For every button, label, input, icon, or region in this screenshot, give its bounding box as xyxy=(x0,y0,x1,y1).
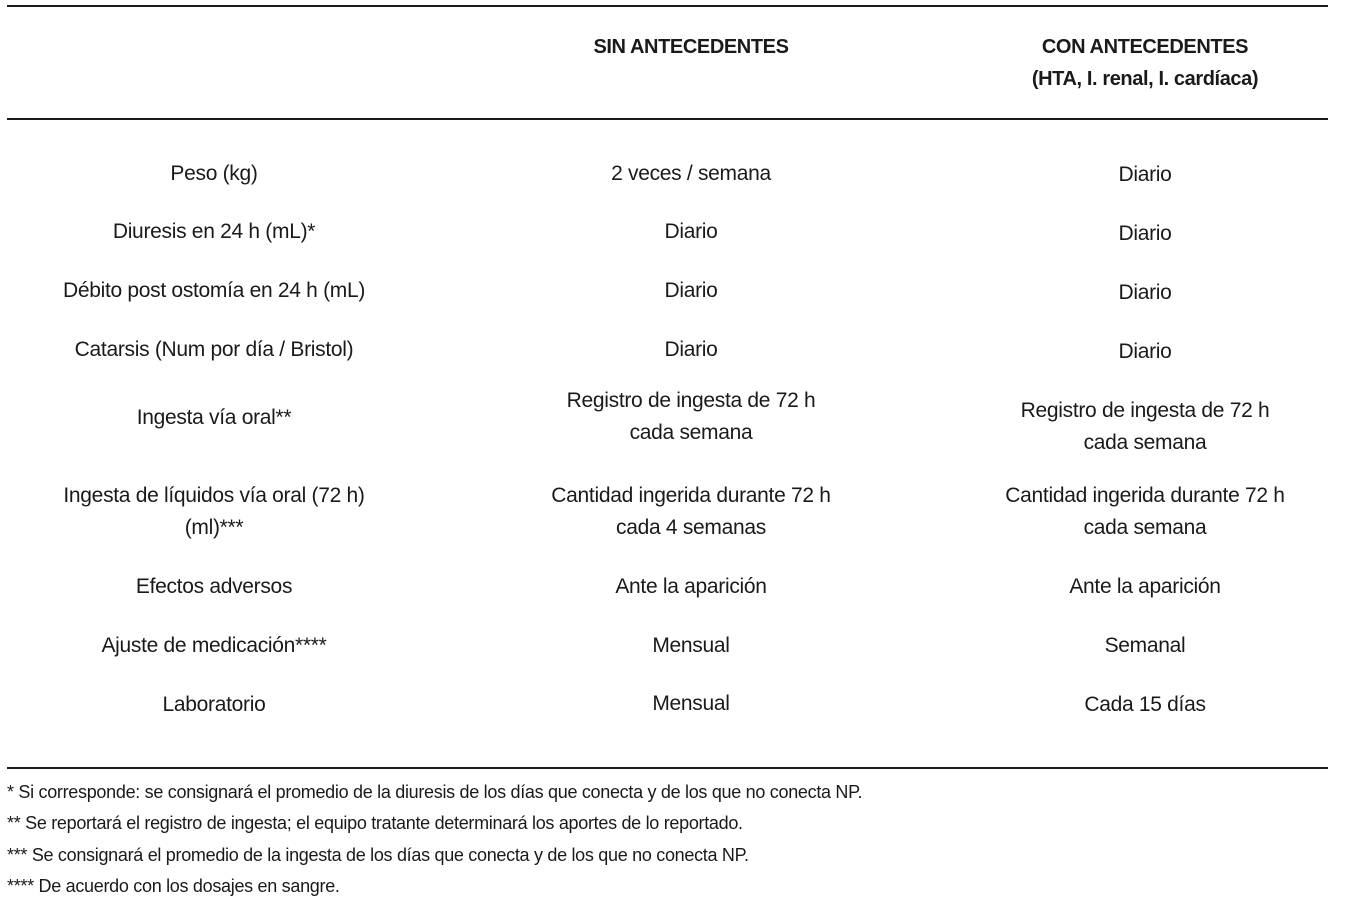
row-sin-value: Registro de ingesta de 72 h cada semana xyxy=(566,389,816,444)
row-con-value: Ante la aparición xyxy=(1069,575,1221,598)
table-top-rule xyxy=(7,5,1328,7)
footnote: **** De acuerdo con los dosajes en sangre. xyxy=(7,876,340,896)
header-con-antecedentes xyxy=(945,31,1345,95)
row-con-value: Diario xyxy=(1118,222,1172,245)
row-sin-value: Diario xyxy=(664,220,718,243)
row-sin-value: Diario xyxy=(664,279,718,302)
header-con-label: CON ANTECEDENTES xyxy=(1041,36,1249,58)
row-sin-value: 2 veces / semana xyxy=(611,162,771,185)
row-label: Laboratorio xyxy=(162,693,266,716)
row-label: Ajuste de medicación**** xyxy=(101,634,327,657)
row-label: Efectos adversos xyxy=(135,575,293,598)
row-sin-value: Cantidad ingerida durante 72 h cada 4 semanas xyxy=(551,484,831,539)
footnote: ** Se reportará el registro de ingesta; el equipo tratante determinará los aportes de lo reportado. xyxy=(7,813,743,833)
row-label: Catarsis (Num por día / Bristol) xyxy=(74,338,354,361)
footnote: * Si corresponde: se consignará el promedio de la diuresis de los días que conecta y de los que no conecta NP. xyxy=(7,782,863,802)
row-con-value: Cantidad ingerida durante 72 h cada semana xyxy=(1005,484,1285,539)
row-label: Débito post ostomía en 24 h (mL) xyxy=(62,279,366,302)
header-con-sublabel: (HTA, I. renal, I. cardíaca) xyxy=(1031,68,1259,90)
row-label: Diuresis en 24 h (mL)* xyxy=(112,220,316,243)
row-label: Peso (kg) xyxy=(170,162,258,185)
row-con-value: Cada 15 días xyxy=(1084,693,1206,716)
header-sin-antecedentes xyxy=(490,31,892,63)
row-sin-value: Mensual xyxy=(652,634,730,657)
row-label: Ingesta de líquidos vía oral (72 h) (ml)*** xyxy=(63,484,365,539)
row-con-value: Semanal xyxy=(1104,634,1186,657)
table-bottom-rule xyxy=(7,767,1328,769)
footnote: *** Se consignará el promedio de la ingesta de los días que conecta y de los que no conecta NP. xyxy=(7,845,749,865)
header-bottom-rule xyxy=(7,118,1328,120)
row-con-value: Diario xyxy=(1118,163,1172,186)
row-sin-value: Mensual xyxy=(652,692,730,715)
row-con-value: Diario xyxy=(1118,340,1172,363)
row-label: Ingesta vía oral** xyxy=(136,406,292,429)
row-sin-value: Diario xyxy=(664,338,718,361)
row-sin-value: Ante la aparición xyxy=(615,575,767,598)
row-con-value: Registro de ingesta de 72 h cada semana xyxy=(1020,399,1270,454)
header-sin-label: SIN ANTECEDENTES xyxy=(593,36,789,58)
row-con-value: Diario xyxy=(1118,281,1172,304)
